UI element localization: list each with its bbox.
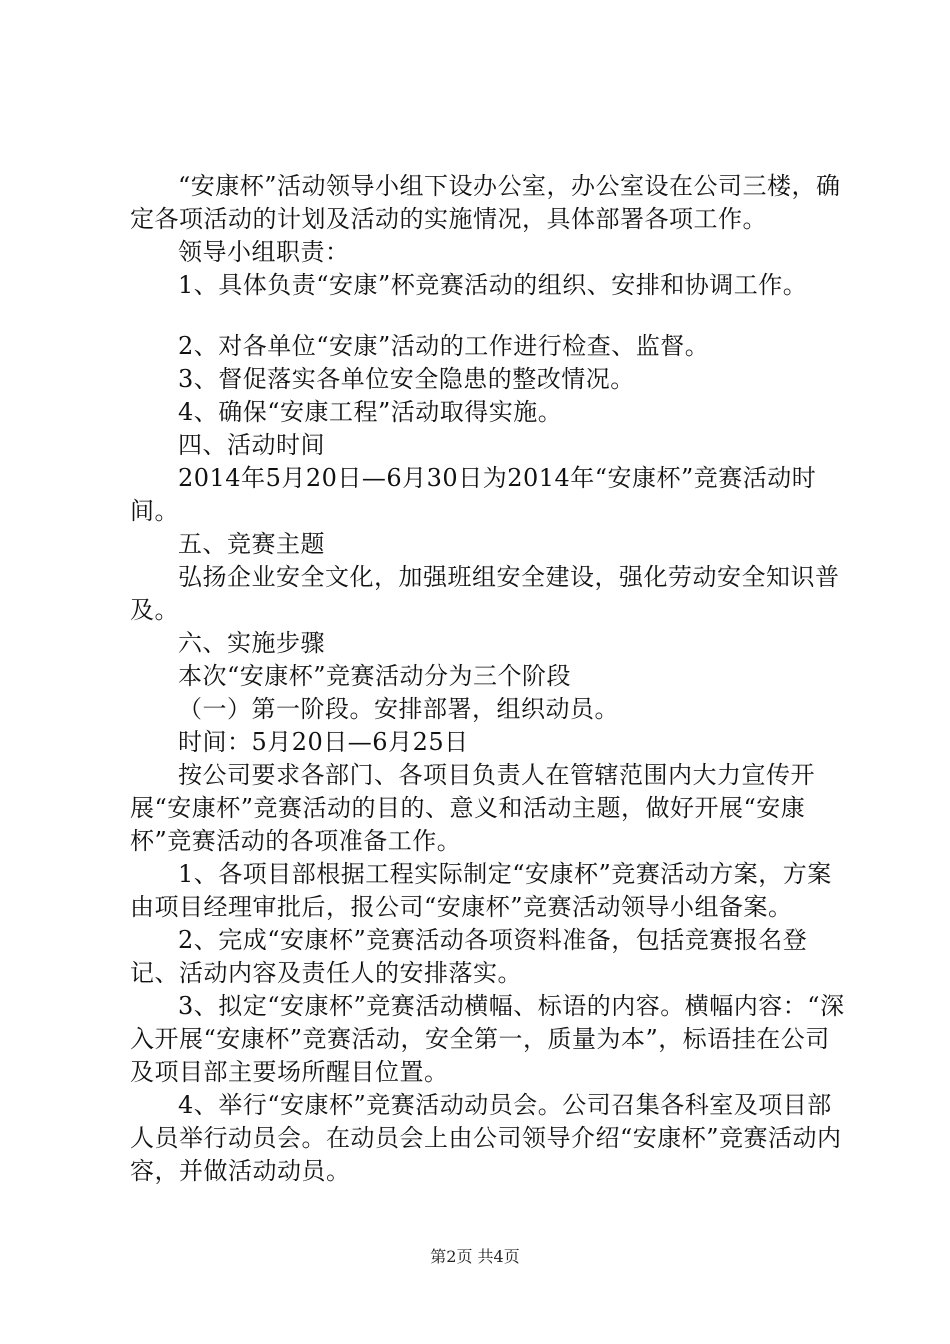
paragraph: （一）第一阶段。安排部署，组织动员。 (178, 695, 619, 723)
paragraph: 2、对各单位“安康”活动的工作进行检查、监督。 (178, 332, 710, 360)
paragraph: 3、拟定“安康杯”竞赛活动横幅、标语的内容。横幅内容：“深入开展“安康杯”竞赛活动，安全第一，质量为本”，标语挂在公司及项目部主要场所醒目位置。 (130, 992, 845, 1086)
paragraph: 2、完成“安康杯”竞赛活动各项资料准备，包括竞赛报名登记、活动内容及责任人的安排落实。 (130, 926, 808, 987)
page-number: 第2页 共4页 (430, 1247, 520, 1266)
page-footer (0, 1244, 950, 1267)
paragraph: “安康杯”活动领导小组下设办公室，办公室设在公司三楼，确定各项活动的计划及活动的实施情况，具体部署各项工作。 (130, 172, 841, 233)
paragraph: 1、各项目部根据工程实际制定“安康杯”竞赛活动方案，方案由项目经理审批后，报公司“安康杯”竞赛活动领导小组备案。 (130, 860, 832, 921)
section-heading: 四、活动时间 (178, 431, 325, 459)
paragraph: 本次“安康杯”竞赛活动分为三个阶段 (178, 662, 572, 690)
section-heading: 六、实施步骤 (178, 629, 325, 657)
paragraph: 3、督促落实各单位安全隐患的整改情况。 (178, 365, 635, 393)
paragraph: 4、确保“安康工程”活动取得实施。 (178, 398, 563, 426)
paragraph: 1、具体负责“安康”杯竞赛活动的组织、安排和协调工作。 (178, 271, 808, 299)
paragraph: 弘扬企业安全文化，加强班组安全建设，强化劳动安全知识普及。 (130, 563, 840, 624)
paragraph: 按公司要求各部门、各项目负责人在管辖范围内大力宣传开展“安康杯”竞赛活动的目的、意义和活动主题，做好开展“安康杯”竞赛活动的各项准备工作。 (130, 761, 815, 855)
paragraph: 领导小组职责： (178, 238, 350, 266)
section-heading: 五、竞赛主题 (178, 530, 325, 558)
document-body (130, 170, 850, 1188)
paragraph: 时间：5月20日—6月25日 (178, 728, 469, 756)
paragraph: 4、举行“安康杯”竞赛活动动员会。公司召集各科室及项目部人员举行动员会。在动员会上由公司领导介绍“安康杯”竞赛活动内容，并做活动动员。 (130, 1091, 842, 1185)
paragraph: 2014年5月20日—6月30日为2014年“安康杯”竞赛活动时间。 (130, 464, 817, 525)
